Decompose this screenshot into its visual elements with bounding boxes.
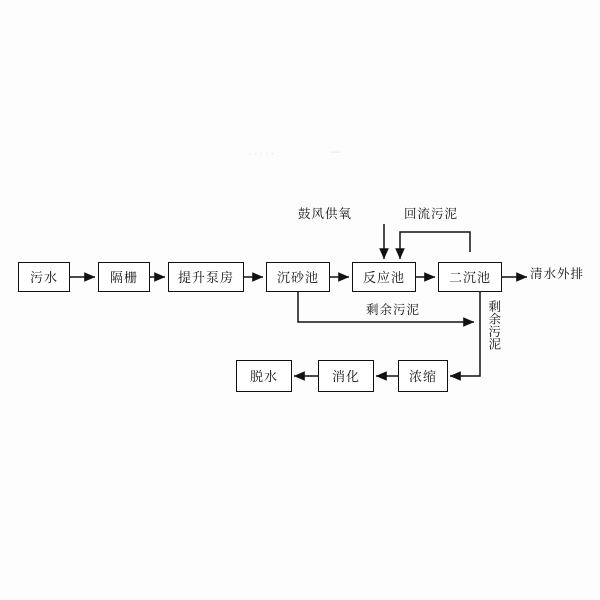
node-label: 脱水 xyxy=(249,368,278,384)
watermark-dash: — xyxy=(330,146,343,158)
node-reaction-tank[interactable] xyxy=(352,262,416,292)
watermark-dots: ····· xyxy=(248,148,277,160)
node-label: 提升泵房 xyxy=(177,269,234,285)
node-label: 沉砂池 xyxy=(276,269,319,285)
node-secondary-settling-tank[interactable] xyxy=(438,262,502,292)
label-return-sludge: 回流污泥 xyxy=(404,207,459,221)
label-excess-sludge: 剩余污泥 xyxy=(366,303,421,317)
node-label: 隔栅 xyxy=(109,269,138,285)
label-excess-sludge-vertical: 剩余污泥 xyxy=(486,300,501,350)
node-dewatering[interactable] xyxy=(236,360,292,392)
node-label: 浓缩 xyxy=(408,368,437,384)
label-clear-water-discharge: 清水外排 xyxy=(530,267,585,281)
node-pump-house[interactable] xyxy=(168,262,244,292)
label-blower-oxygen: 鼓风供氧 xyxy=(298,207,353,221)
node-thickening[interactable] xyxy=(398,360,448,392)
node-label: 污水 xyxy=(29,269,58,285)
node-label: 消化 xyxy=(331,368,360,384)
node-label: 反应池 xyxy=(362,269,405,285)
node-digestion[interactable] xyxy=(318,360,374,392)
node-grit-tank[interactable] xyxy=(266,262,330,292)
node-label: 二沉池 xyxy=(448,269,491,285)
node-sewage[interactable] xyxy=(18,262,70,292)
node-grille[interactable] xyxy=(98,262,150,292)
